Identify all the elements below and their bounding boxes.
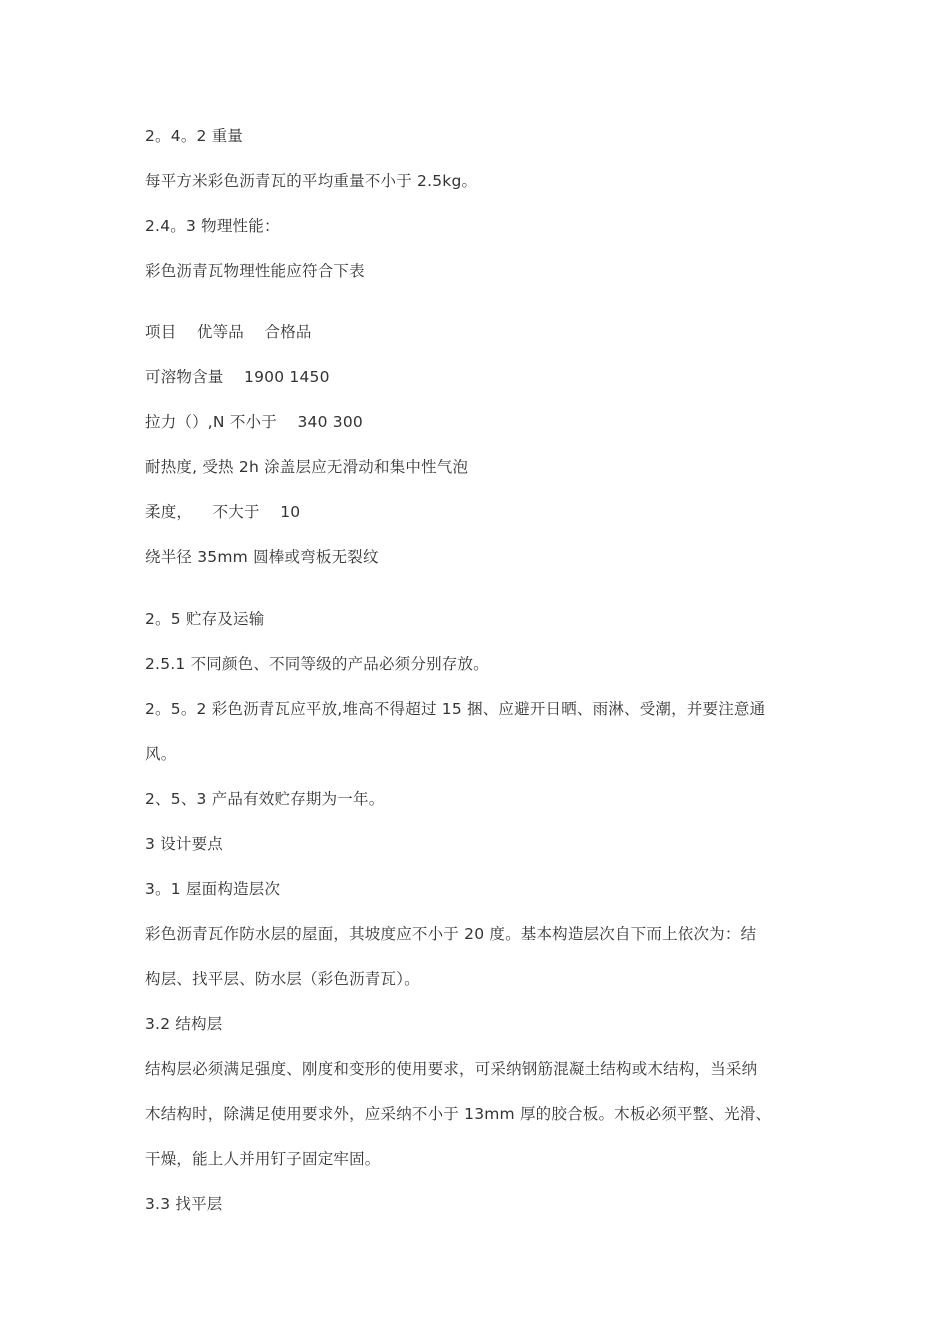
paragraph-3-2-line-1: 结构层必须满足强度、刚度和变形的使用要求，可采纳钢筋混凝土结构或木结构，当采纳 bbox=[145, 1060, 758, 1078]
paragraph-2-5-2: 2。5。2 彩色沥青瓦应平放,堆高不得超过 15 捆、应避开日晒、雨淋、受潮，并要注意通 bbox=[145, 700, 766, 718]
paragraph-2-5-2-cont: 风。 bbox=[145, 745, 177, 763]
paragraph-2-5-1: 2.5.1 不同颜色、不同等级的产品必须分别存放。 bbox=[145, 655, 489, 673]
heading-3-1: 3。1 屋面构造层次 bbox=[145, 880, 281, 898]
heading-2-5: 2。5 贮存及运输 bbox=[145, 610, 265, 628]
paragraph-table-intro: 彩色沥青瓦物理性能应符合下表 bbox=[145, 262, 365, 280]
table-row-flexibility: 柔度， 不大于 10 bbox=[145, 503, 301, 521]
heading-3-2: 3.2 结构层 bbox=[145, 1015, 223, 1033]
paragraph-weight: 每平方米彩色沥青瓦的平均重量不小于 2.5kg。 bbox=[145, 172, 478, 190]
paragraph-3-2-line-2: 木结构时，除满足使用要求外，应采纳不小于 13mm 厚的胶合板。木板必须平整、光滑、 bbox=[145, 1105, 772, 1123]
heading-3: 3 设计要点 bbox=[145, 835, 223, 853]
paragraph-3-2-line-3: 干燥，能上人并用钉子固定牢固。 bbox=[145, 1150, 381, 1168]
table-row-heat: 耐热度, 受热 2h 涂盖层应无滑动和集中性气泡 bbox=[145, 458, 469, 476]
table-row-tension: 拉力（）,N 不小于 340 300 bbox=[145, 413, 363, 431]
heading-2-4-2: 2。4。2 重量 bbox=[145, 127, 244, 145]
paragraph-3-1-cont: 构层、找平层、防水层（彩色沥青瓦）。 bbox=[145, 970, 420, 988]
heading-2-4-3: 2.4。3 物理性能： bbox=[145, 217, 280, 235]
table-row-bend: 绕半径 35mm 圆棒或弯板无裂纹 bbox=[145, 548, 379, 566]
table-header-row: 项目 优等品 合格品 bbox=[145, 323, 312, 341]
paragraph-2-5-3: 2、5、3 产品有效贮存期为一年。 bbox=[145, 790, 385, 808]
paragraph-3-1: 彩色沥青瓦作防水层的屋面，其坡度应不小于 20 度。基本构造层次自下而上依次为：结 bbox=[145, 925, 757, 943]
heading-3-3: 3.3 找平层 bbox=[145, 1195, 223, 1213]
table-row-soluble: 可溶物含量 1900 1450 bbox=[145, 368, 330, 386]
